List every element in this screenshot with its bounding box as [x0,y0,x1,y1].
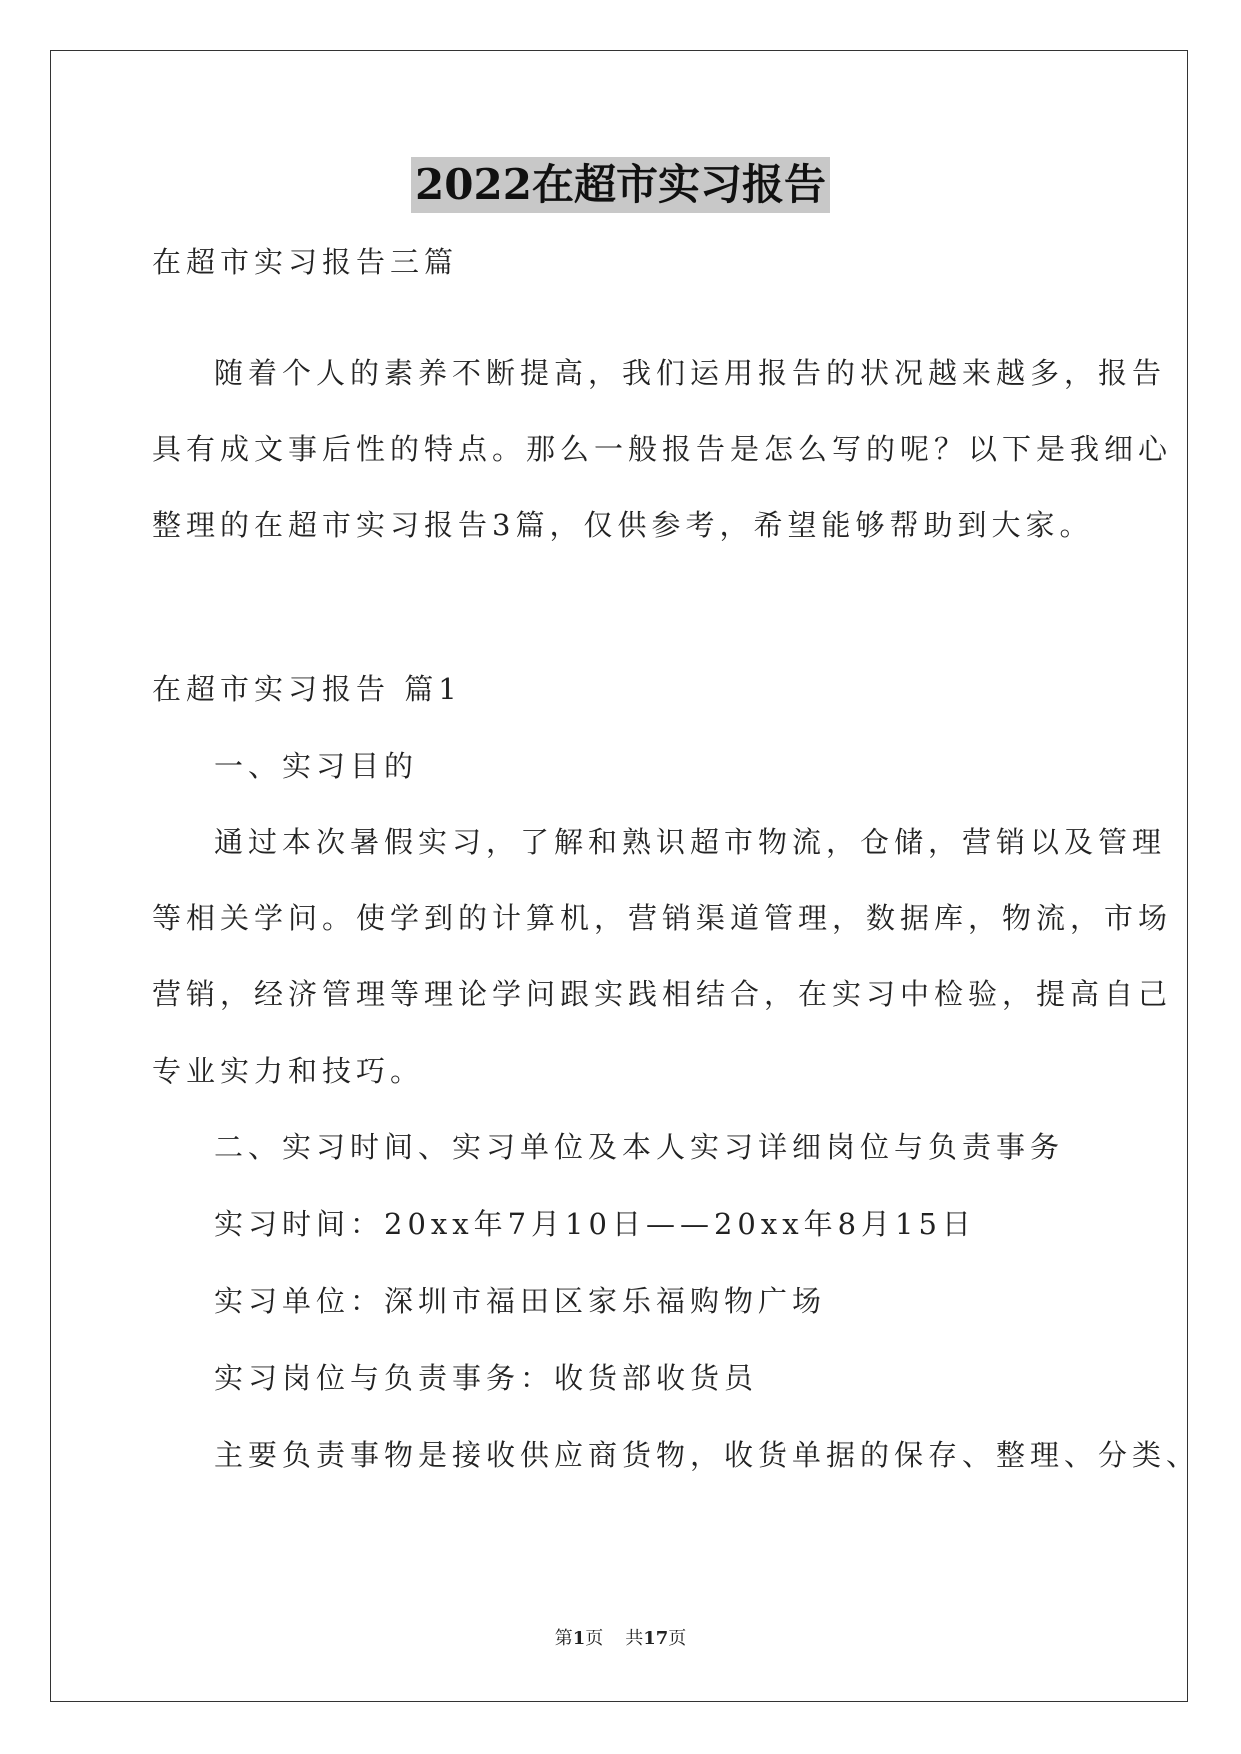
paragraph-line: 整理的在超市实习报告3篇，仅供参考，希望能够帮助到大家。 [152,508,1094,542]
paragraph-line: 具有成文事后性的特点。那么一般报告是怎么写的呢？以下是我细心 [152,432,1173,466]
total-pages: 17 [643,1628,669,1649]
section-heading: 在超市实习报告 篇1 [152,672,462,706]
total-prefix: 共 [625,1628,644,1649]
title-wrap [0,157,1241,213]
paragraph-line: 实习时间：20xx年7月10日——20xx年8月15日 [214,1207,976,1241]
paragraph-line: 实习岗位与负责事务：收货部收货员 [214,1361,759,1395]
section-subheading: 二、实习时间、实习单位及本人实习详细岗位与负责事务 [214,1130,1065,1164]
page-prefix: 第 [554,1628,573,1649]
section-subheading: 一、实习目的 [214,749,419,783]
total-suffix: 页 [668,1628,687,1649]
paragraph-line: 主要负责事物是接收供应商货物，收货单据的保存、整理、分类、 [214,1438,1201,1472]
paragraph-line: 通过本次暑假实习，了解和熟识超市物流，仓储，营销以及管理 [214,825,1167,859]
document-title: 2022在超市实习报告 [411,157,830,213]
paragraph-line: 实习单位：深圳市福田区家乐福购物广场 [214,1284,827,1318]
paragraph-line: 随着个人的素养不断提高，我们运用报告的状况越来越多，报告 [214,356,1167,390]
page-footer [0,1626,1241,1652]
paragraph-line: 等相关学问。使学到的计算机，营销渠道管理，数据库，物流，市场 [152,901,1173,935]
paragraph-line: 专业实力和技巧。 [152,1054,425,1088]
page-suffix: 页 [585,1628,604,1649]
paragraph-line: 营销，经济管理等理论学问跟实践相结合，在实习中检验，提高自己 [152,977,1173,1011]
subtitle-line: 在超市实习报告三篇 [152,245,459,279]
page-number: 1 [572,1628,586,1649]
